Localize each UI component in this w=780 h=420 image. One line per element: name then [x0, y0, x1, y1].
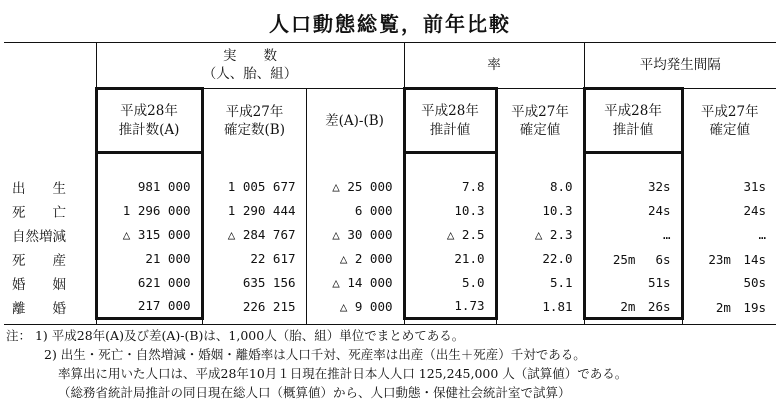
group-counts-unit: （人、胎、組）: [202, 66, 298, 82]
cell-diff: △ 9 000: [306, 295, 404, 319]
cell-rate27: 1.81: [496, 295, 584, 319]
row-label: 死 亡: [12, 204, 66, 221]
cell-diff: △ 2 000: [306, 247, 404, 271]
group-rate-header: 率: [404, 43, 584, 89]
cell-int27: …: [682, 223, 776, 247]
cell-diff: △ 25 000: [306, 175, 404, 199]
cell-final27: 22 617: [202, 247, 306, 271]
cell-rate28: 1.73: [404, 295, 496, 319]
cell-rate28: 21.0: [404, 247, 496, 271]
table-row: [4, 199, 776, 223]
cell-int28: 2m 26s: [584, 295, 682, 319]
cell-final27: 1 290 444: [202, 199, 306, 223]
footnote-2-cont1: 率算出に用いた人口は、平成28年10月１日現在推計日本人人口 125,245,000 人（試算値）である。: [58, 366, 628, 381]
group-counts-header: [96, 43, 404, 89]
cell-int27: 24s: [682, 199, 776, 223]
cell-final27: 1 005 677: [202, 175, 306, 199]
cell-final27: △ 284 767: [202, 223, 306, 247]
col-header-rate27: [496, 89, 584, 153]
page-title: 人口動態総覧，前年比較: [269, 12, 511, 36]
spacer-cell: [4, 153, 96, 175]
bottom-cell: [96, 319, 202, 325]
group-counts-label: 実 数: [223, 47, 277, 64]
cell-est28: 1 296 000: [96, 199, 202, 223]
col-header-line1: 平成27年: [700, 103, 759, 120]
col-header-rate28: [404, 89, 496, 153]
bottom-cell: [306, 319, 404, 325]
table-row: [4, 271, 776, 295]
group-header-row: [4, 43, 776, 89]
table-row: [4, 295, 776, 319]
cell-int28: …: [584, 223, 682, 247]
cell-int28: 32s: [584, 175, 682, 199]
spacer-cell: [202, 153, 306, 175]
cell-rate27: 22.0: [496, 247, 584, 271]
spacer-cell: [306, 153, 404, 175]
vital-statistics-table: [4, 42, 776, 325]
cell-int27: 50s: [682, 271, 776, 295]
spacer-cell: [682, 153, 776, 175]
cell-rate27: △ 2.3: [496, 223, 584, 247]
row-label: 自然増減: [12, 228, 66, 245]
col-header-line2: 確定値: [709, 121, 751, 138]
col-header-line2: 推計数(A): [118, 121, 180, 138]
cell-rate27: 8.0: [496, 175, 584, 199]
cell-rate27: 10.3: [496, 199, 584, 223]
col-header-int28: [584, 89, 682, 153]
cell-est28: 217 000: [96, 295, 202, 319]
cell-diff: △ 30 000: [306, 223, 404, 247]
cell-int28: 25m 6s: [584, 247, 682, 271]
col-header-line1: 平成28年: [604, 103, 662, 120]
corner-cell: [4, 43, 96, 89]
col-header-line1: 平成27年: [225, 103, 284, 120]
cell-rate28: 10.3: [404, 199, 496, 223]
footnote-2: 2) 出生・死亡・自然増減・婚姻・離婚率は人口千対、死産率は出産（出生＋死産）千対である。: [44, 347, 586, 362]
bottom-cell: [404, 319, 496, 325]
col-header-line2: 確定数(B): [224, 121, 285, 138]
table-row: [4, 247, 776, 271]
group-interval-header: 平均発生間隔: [584, 43, 776, 89]
column-header-row: [4, 89, 776, 153]
spacer-cell: [584, 153, 682, 175]
col-header-line2: 推計値: [612, 121, 654, 138]
col-header-diff: [306, 89, 404, 153]
col-header-est28: [96, 89, 202, 153]
table-row: [4, 175, 776, 199]
col-header-line1: 平成27年: [511, 103, 569, 120]
cell-est28: 621 000: [96, 271, 202, 295]
bottom-cell: [584, 319, 682, 325]
col-header-final27: [202, 89, 306, 153]
cell-rate27: 5.1: [496, 271, 584, 295]
bottom-cell: [496, 319, 584, 325]
cell-final27: 226 215: [202, 295, 306, 319]
cell-int28: 24s: [584, 199, 682, 223]
spacer-cell: [96, 153, 202, 175]
col-header-int27: [682, 89, 776, 153]
cell-est28: 21 000: [96, 247, 202, 271]
cell-rate28: △ 2.5: [404, 223, 496, 247]
col-header-line1: 平成28年: [421, 103, 479, 120]
footnotes: [6, 326, 776, 402]
bottom-cell: [682, 319, 776, 325]
cell-int27: 23m 14s: [682, 247, 776, 271]
table-row: [4, 223, 776, 247]
cell-int27: 2m 19s: [682, 295, 776, 319]
row-label: 出 生: [12, 180, 66, 197]
row-label: 婚 姻: [12, 276, 66, 293]
col-header-line1: 平成28年: [120, 103, 178, 120]
bottom-cell: [202, 319, 306, 325]
cell-diff: 6 000: [306, 199, 404, 223]
spacer-row: [4, 153, 776, 175]
bottom-row: [4, 319, 776, 325]
spacer-cell: [496, 153, 584, 175]
cell-est28: 981 000: [96, 175, 202, 199]
cell-est28: △ 315 000: [96, 223, 202, 247]
cell-diff: △ 14 000: [306, 271, 404, 295]
cell-rate28: 5.0: [404, 271, 496, 295]
footnote-1: 注： 1) 平成28年(A)及び差(A)-(B)は、1,000人（胎、組）単位でまとめてある。: [6, 328, 465, 343]
row-label: 離 婚: [12, 300, 66, 317]
col-header-line1: 差(A)-(B): [325, 112, 384, 129]
row-label-header: [4, 89, 96, 153]
col-header-line2: 確定値: [519, 121, 561, 138]
cell-rate28: 7.8: [404, 175, 496, 199]
spacer-cell: [404, 153, 496, 175]
col-header-line2: 推計値: [429, 121, 471, 138]
cell-int27: 31s: [682, 175, 776, 199]
bottom-cell: [4, 319, 96, 325]
cell-final27: 635 156: [202, 271, 306, 295]
footnote-2-cont2: （総務省統計局推計の同日現在総人口（概算値）から、人口動態・保健社会統計室で試算）: [58, 385, 571, 400]
cell-int28: 51s: [584, 271, 682, 295]
row-label: 死 産: [12, 252, 66, 269]
